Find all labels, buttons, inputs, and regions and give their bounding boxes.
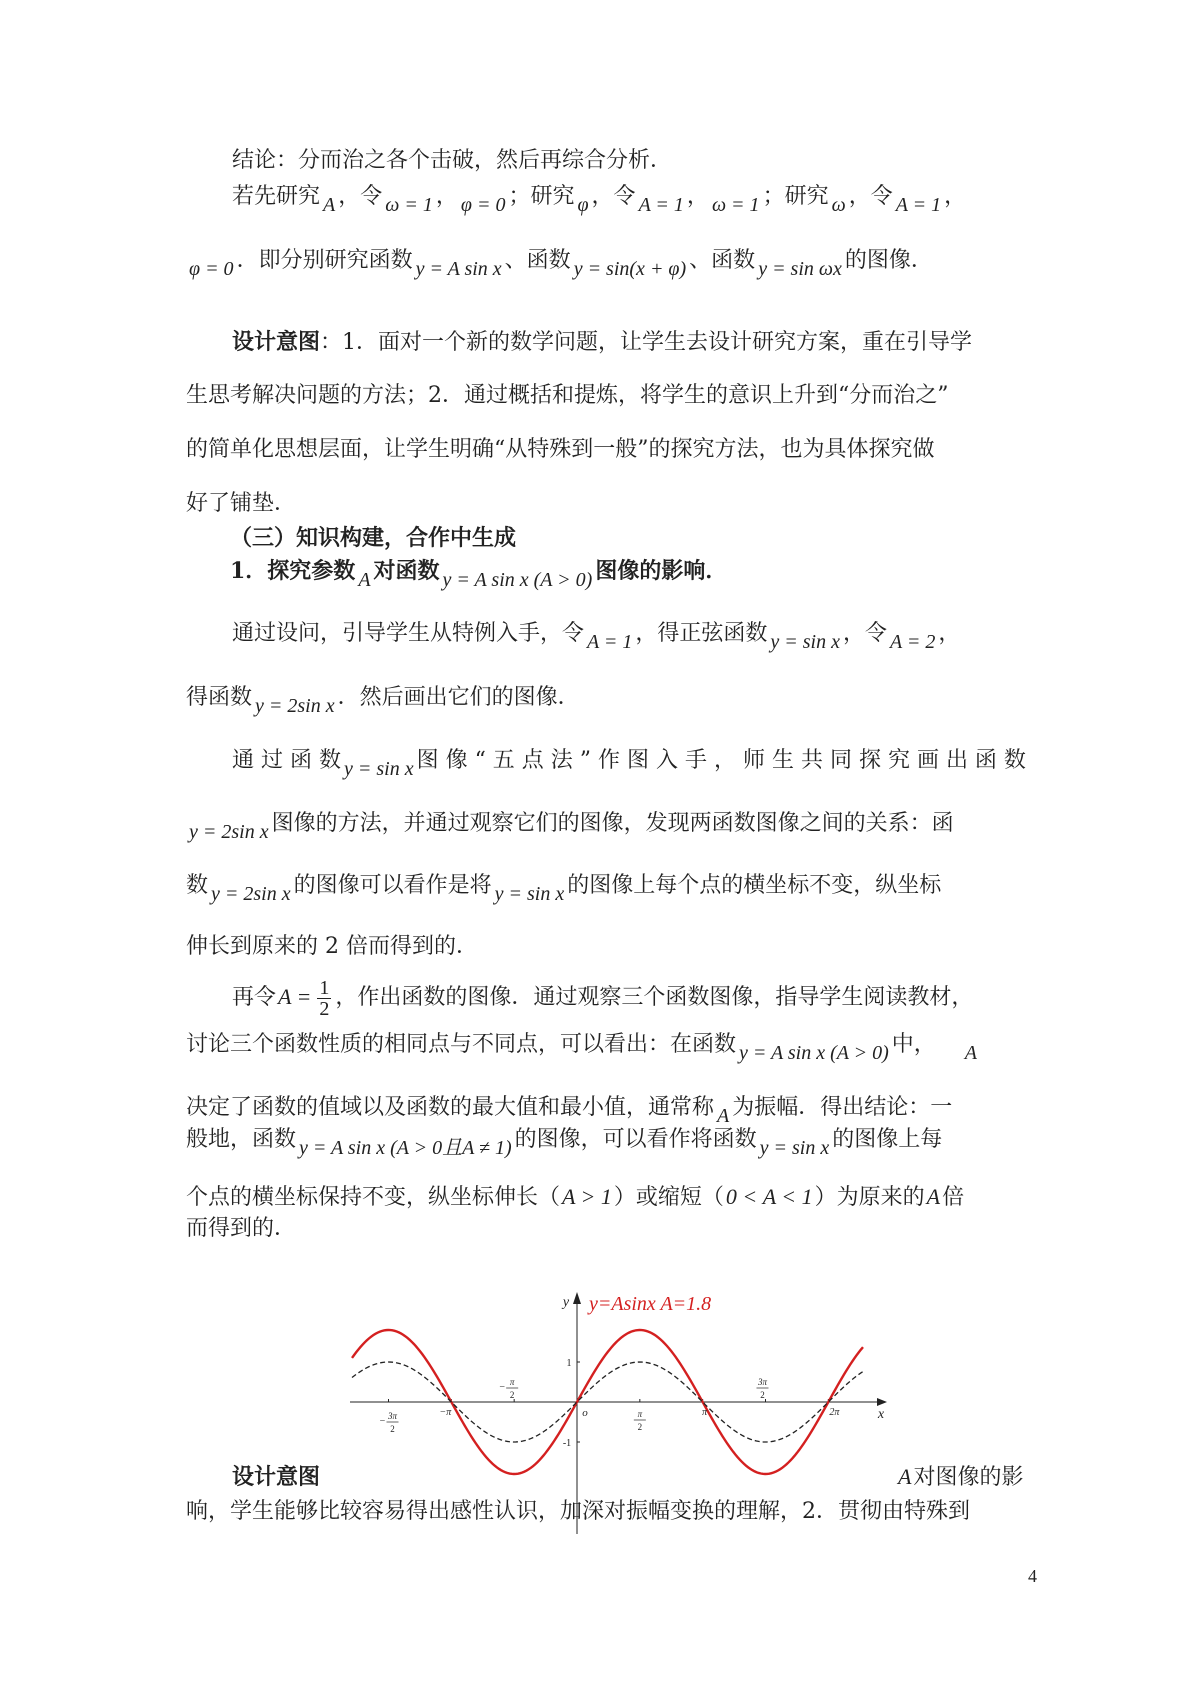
x-tick-label-neg-3pi-2-num: 3π xyxy=(387,1411,398,1421)
section-heading: （三）知识构建，合作中生成 xyxy=(230,525,517,551)
x-tick-label-neg-3pi-2-den: 2 xyxy=(390,1424,395,1434)
x-tick-label-pi-2-num: π xyxy=(637,1409,643,1419)
y-axis-arrow xyxy=(573,1292,581,1304)
x-tick-label-neg-pi-2-sign: − xyxy=(499,1382,505,1393)
text-line: φ = 0 ．即分别研究函数 y = A sin x 、函数 y = sin(x + φ) 、函数 y = sin ωx 的图像． xyxy=(189,248,933,280)
text-line: 好了铺垫． xyxy=(186,491,297,516)
text-line: 个点的横坐标保持不变，纵坐标伸长（A > 1）或缩短（0 < A < 1）为原来的A倍 xyxy=(186,1184,965,1210)
text-line: 通过设问，引导学生从特例入手，令 A = 1 ，得正弦函数 y = sin x ，令 A = 2 ， xyxy=(232,621,961,653)
text-line: 得函数 y = 2sin x ．然后画出它们的图像． xyxy=(186,685,580,717)
y-tick-label-neg1: -1 xyxy=(562,1438,572,1449)
x-tick-label-neg-pi-2-num: π xyxy=(509,1377,515,1387)
text-line: 生思考解决问题的方法；2．通过概括和提炼，将学生的意识上升到“分而治之” xyxy=(186,383,949,408)
page-number: 4 xyxy=(1028,1566,1037,1586)
x-tick-label-neg-pi: −π xyxy=(439,1407,452,1418)
text-line: 再令A = $\frac{1}{2}$ ，作出函数的图像．通过观察三个函数图像，指导学生阅读教材， xyxy=(232,976,974,1020)
conclusion-line: 结论：分而治之各个击破，然后再综合分析． xyxy=(232,148,673,173)
sine-amplitude-chart xyxy=(345,1286,895,1536)
fraction-one-half: $\frac{1}{2}$ xyxy=(319,976,330,1020)
x-tick-label-neg-pi-2-den: 2 xyxy=(509,1390,515,1400)
x-tick-label-2pi: 2π xyxy=(829,1407,840,1418)
text-line: A对图像的影 xyxy=(898,1464,1024,1490)
text-line: 而得到的． xyxy=(186,1216,297,1241)
text-line: 般地，函数 y = A sin x (A > 0且A ≠ 1) 的图像，可以看作将函数 y = sin x 的图像上每 xyxy=(186,1127,943,1159)
text-line: 若先研究 A ，令 ω = 1 ， φ = 0 ；研究 φ ，令 A = 1 ， ω = 1 ；研究 ω ，令 A = 1 ， xyxy=(232,184,967,216)
subsection-heading: 1．探究参数 A 对函数 y = A sin x (A > 0) 图像的影响． xyxy=(230,558,728,591)
x-tick-label-pi: π xyxy=(702,1407,708,1418)
design-intent-line: 设计意图 xyxy=(232,1464,321,1490)
text-line: 通 过 函 数 y = sin x 图 像 “ 五 点 法 ” 作 图 入 手 ， 师 生 共 同 探 究 画 出 函 数 xyxy=(232,748,1026,780)
x-axis-label: x xyxy=(877,1407,885,1422)
chart-title: y=Asinx A=1.8 xyxy=(589,1293,712,1315)
text-line: 决定了函数的值域以及函数的最大值和最小值，通常称 A 为振幅．得出结论：一 xyxy=(186,1095,953,1127)
design-intent-line: 设计意图：1．面对一个新的数学问题，让学生去设计研究方案，重在引导学 xyxy=(232,329,973,355)
x-tick-label-pi-2-den: 2 xyxy=(637,1422,643,1432)
chart-labels xyxy=(380,1293,885,1449)
x-tick-label-3pi-2-den: 2 xyxy=(760,1390,765,1400)
text-line: y = 2sin x 图像的方法，并通过观察它们的图像，发现两函数图像之间的关系：函 xyxy=(189,811,954,843)
x-axis-arrow xyxy=(877,1398,887,1406)
y-tick-label-1: 1 xyxy=(566,1358,572,1369)
text-line: 的简单化思想层面，让学生明确“从特殊到一般”的探究方法，也为具体探究做 xyxy=(186,437,935,462)
x-tick-label-neg-3pi-2-sign: − xyxy=(379,1416,386,1427)
y-axis-label: y xyxy=(562,1295,570,1310)
text-line: 讨论三个函数性质的相同点与不同点，可以看出：在函数 y = A sin x (A > 0) 中， A xyxy=(186,1032,978,1064)
text-line: 响，学生能够比较容易得出感性认识，加深对振幅变换的理解，2．贯彻由特殊到 xyxy=(186,1499,970,1524)
origin-label: o xyxy=(582,1407,588,1419)
chart-axes xyxy=(350,1292,887,1534)
text-line: 数 y = 2sin x 的图像可以看作是将 y = sin x 的图像上每个点的横坐标不变，纵坐标 xyxy=(186,873,942,905)
text-line: 伸长到原来的 2 倍而得到的． xyxy=(186,934,478,959)
x-tick-label-3pi-2-num: 3π xyxy=(757,1377,768,1387)
